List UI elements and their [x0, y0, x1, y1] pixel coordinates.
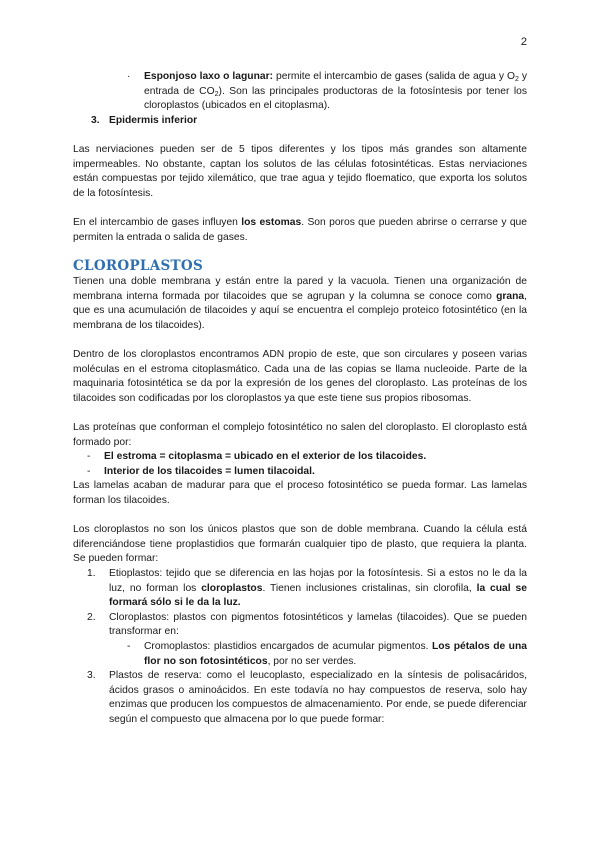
paragraph-estomas — [73, 216, 527, 245]
sub-item-cromoplastos — [127, 640, 527, 669]
text-segment: En el intercambio de gases influyen — [73, 216, 242, 228]
paragraph-intro — [73, 275, 527, 333]
text-segment: y entrada de CO — [144, 71, 527, 97]
item-label: Epidermis inferior — [109, 114, 198, 126]
list-item-cloroplastos — [87, 611, 527, 640]
subscript: 2 — [214, 90, 219, 98]
bold-cloroplastos: cloroplastos — [201, 582, 263, 594]
text-segment: . Tienen inclusiones cristalinas, sin clorofila, — [262, 582, 477, 594]
paragraph-lamelas: Las lamelas acaban de madurar para que el proceso fotosintético se pueda formar. Las lamelas forman los tilacoides. — [73, 480, 527, 507]
text-segment: ). Son las principales productoras de la fotosíntesis por tener los cloroplastos (ubicados en el citoplasma). — [144, 85, 528, 112]
bold-grana: grana — [496, 290, 525, 302]
dash-item-text: Interior de los tilacoides = lumen tilacoidal. — [104, 465, 315, 477]
dash-mark: - — [127, 640, 131, 652]
list-item-plastos-reserva — [87, 669, 527, 727]
list-number: 1. — [87, 568, 96, 579]
subscript: 2 — [514, 76, 519, 83]
text-segment: , que es una acumulación de tilacoides y aquí se encuentra el complejo proteico fotosintético (en la membrana de los tilacoides). — [73, 290, 527, 331]
dash-mark: - — [87, 465, 91, 477]
bullet-mark: · — [127, 71, 131, 82]
text-segment: Etioplastos: tejido que se diferencia en las hojas por la fotosíntesis. Si a estos no le da la luz, no forman los — [109, 568, 527, 594]
term-esponjoso: Esponjoso laxo o lagunar: — [144, 71, 274, 82]
item-number: 3. — [91, 114, 100, 126]
paragraph-plastos: Los cloroplastos no son los únicos plastos que son de doble membrana. Cuando la célula está diferenciándose tiene proplastidios que formarán cualquier tipo de plasto, que requiera la planta. Se pueden formar: — [73, 524, 527, 565]
text-segment: Tienen una doble membrana y están entre la pared y la vacuola. Tienen una organización de membrana interna formada por tilacoides que se agrupan y la columna se conoce como — [73, 276, 527, 302]
list-item-text: Cloroplastos: plastos con pigmentos fotosintéticos y lamelas (tilacoides). Que se pueden transformar en: — [109, 611, 527, 638]
dash-item-text: El estroma = citoplasma = ubicado en el exterior de los tilacoides. — [104, 451, 427, 463]
list-item-text: Plastos de reserva: como el leucoplasto, especializado en la síntesis de polisacáridos, ácidos grasos o aminoácidos. En este todavía no hay compuestos de reserva, solo hay enzimas que producen los compuestos de almacenamiento. Por ende, se puede diferenciar según el compuesto que almacena por lo que puede formar: — [109, 670, 527, 725]
page-number: 2 — [520, 36, 527, 48]
list-number: 3. — [87, 670, 96, 682]
bold-clorofila-luz: la cual se formará sólo si le da la luz. — [109, 582, 527, 609]
paragraph-adn: Dentro de los cloroplastos encontramos ADN propio de este, que son circulares y poseen varias moléculas en el estroma citoplasmático. Cada una de las copias se llama nucleoide. Parte de la maquinaria fotosintética se da por la expresión de los genes del cloroplasto. Las proteínas de los tilacoides son codificadas por los cloroplastos ya que este tiene sus propios ribosomas. — [73, 349, 527, 404]
dash-item — [87, 465, 527, 480]
item-epidermis-inferior — [91, 114, 527, 129]
bold-petalos: Los pétalos de una flor no son fotosintéticos — [144, 640, 527, 667]
dash-mark: - — [87, 451, 91, 463]
text-segment: . Son poros que pueden abrirse o cerrarse y que permiten la entrada o salida de gases. — [73, 216, 527, 243]
text-segment: permite el intercambio de gases (salida de agua y O — [273, 71, 515, 82]
paragraph-proteinas: Las proteínas que conforman el complejo fotosintético no salen del cloroplasto. El cloroplasto está formado por: — [73, 422, 527, 448]
paragraph-nerviaciones: Las nerviaciones pueden ser de 5 tipos diferentes y los tipos más grandes son altamente impermeables. No obstante, captan los solutos de las células fotosintéticas. Estas nerviaciones están compuestas por tejido xilemático, que trae agua y tejido floematico, que exporta los solutos de la fotosíntesis. — [73, 143, 527, 199]
list-item-text — [109, 567, 527, 611]
bullet-esponjoso-text — [144, 70, 527, 114]
text-segment: , por no ser verdes. — [267, 655, 357, 667]
section-heading: CLOROPLASTOS — [73, 258, 203, 275]
list-number: 2. — [87, 611, 96, 623]
bold-estomas: los estomas — [241, 216, 302, 228]
document-body — [73, 70, 527, 728]
sub-item-text — [144, 640, 527, 669]
bullet-esponjoso — [127, 70, 527, 114]
dash-item — [87, 450, 527, 465]
list-item-etioplastos — [87, 567, 527, 611]
text-segment: Cromoplastos: plastidios encargados de acumular pigmentos. — [144, 640, 432, 652]
